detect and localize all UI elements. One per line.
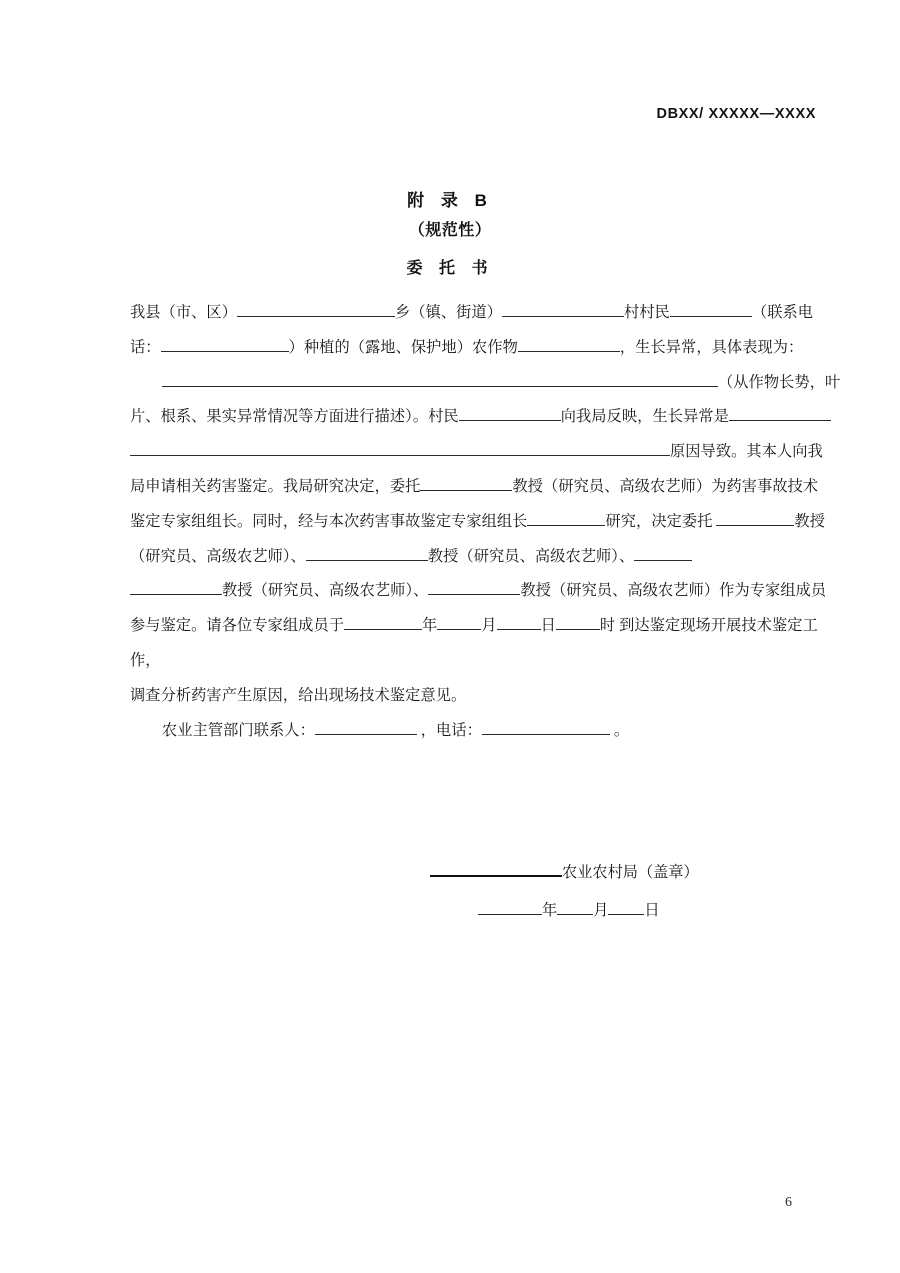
body-line-10-text: 到达鉴定现场开展技术鉴定工 — [615, 617, 818, 635]
body-line-2-fill-blank[interactable] — [161, 336, 289, 351]
signature-date-fill-blank[interactable] — [557, 900, 593, 915]
body-line-7-text: 教授 — [794, 512, 825, 530]
body-line-10-text: 参与鉴定。请各位专家组成员于 — [130, 617, 345, 635]
body-line-13-text: 农业主管部门联系人： — [162, 721, 315, 739]
body-line-1-text: 乡（镇、街道） — [395, 304, 503, 321]
body-line-10-text: 月 — [481, 617, 497, 635]
signature-organization-line — [430, 856, 699, 890]
signature-date-text: 年 — [542, 902, 558, 919]
body-line-4-fill-blank[interactable] — [459, 406, 561, 421]
body-line-5-fill-blank[interactable] — [130, 441, 670, 456]
body-line-1-fill-blank[interactable] — [237, 302, 395, 317]
body-line-7-fill-blank[interactable] — [527, 510, 605, 525]
body-line-11-text: 作， — [130, 651, 161, 669]
body-line-9-fill-blank[interactable] — [428, 580, 520, 595]
body-line-4-text: 片、根系、果实异常情况等方面进行描述）。村民 — [130, 408, 459, 426]
signature-date-text: 月 — [593, 902, 609, 919]
appendix-title-block — [0, 188, 900, 278]
body-line-8-text: 教授（研究员、高级农艺师）、 — [427, 547, 635, 565]
body-line-10-fill-blank[interactable] — [556, 615, 600, 630]
body-line-7-fill-blank[interactable] — [716, 510, 794, 525]
body-line-2 — [130, 331, 818, 366]
body-line-2-text: 话： — [130, 338, 161, 356]
body-line-8-text: （研究员、高级农艺师）、 — [130, 547, 306, 565]
signature-org-fill-blank[interactable] — [430, 861, 562, 877]
body-line-10-fill-blank[interactable] — [497, 615, 541, 630]
body-line-13-text: ，电话： — [416, 721, 482, 739]
body-line-12-text: 调查分析药害产生原因，给出现场技术鉴定意见。 — [130, 686, 467, 704]
appendix-normative-label: （规范性） — [408, 222, 492, 240]
body-line-8-fill-blank[interactable] — [306, 545, 428, 560]
standard-number-header: DBXX/ XXXXX—XXXX — [656, 106, 816, 122]
letter-body — [130, 296, 841, 748]
body-line-2-text: ，生长异常，具体表现为： — [619, 338, 804, 356]
body-line-9-text: 教授（研究员、高级农艺师）作为专家组成员 — [520, 582, 827, 600]
body-line-7-text: 鉴定专家组组长。同时，经与本次药害事故鉴定专家组组长 — [130, 512, 528, 530]
signature-date-fill-blank[interactable] — [608, 900, 644, 915]
body-line-4-text: 向我局反映，生长异常是 — [560, 408, 729, 426]
body-line-6-text: 局申请相关药害鉴定。我局研究决定，委托 — [130, 477, 421, 495]
appendix-title: 附 录 B — [407, 191, 493, 210]
signature-org-text: 农业农村局（盖章） — [562, 864, 699, 881]
body-line-4 — [130, 400, 818, 435]
body-line-2-text: ）种植的（露地、保护地）农作物 — [288, 338, 518, 356]
body-line-4-fill-blank[interactable] — [729, 406, 831, 421]
body-line-1-text: 我县（市、区） — [130, 304, 238, 321]
body-line-8 — [130, 540, 818, 575]
body-line-3 — [130, 366, 841, 401]
body-line-3-text: （从作物长势，叶 — [718, 373, 841, 391]
page-number: 6 — [785, 1195, 792, 1210]
body-line-10-text: 时 — [599, 617, 616, 635]
body-line-9-fill-blank[interactable] — [130, 580, 222, 595]
body-line-13-fill-blank[interactable] — [315, 719, 417, 734]
signature-date-line — [478, 894, 660, 928]
body-line-5-text: 原因导致。其本人向我 — [670, 443, 823, 461]
body-line-12 — [130, 679, 818, 714]
body-line-10-fill-blank[interactable] — [437, 615, 481, 630]
body-line-1-fill-blank[interactable] — [670, 302, 752, 317]
body-line-13-fill-blank[interactable] — [482, 719, 610, 734]
body-line-2-fill-blank[interactable] — [518, 336, 620, 351]
body-line-5 — [130, 435, 823, 470]
body-line-6 — [130, 470, 818, 505]
body-line-1-text: 村村民 — [624, 304, 670, 321]
document-type-title: 委 托 书 — [406, 260, 494, 278]
signature-date-fill-blank[interactable] — [478, 900, 542, 915]
body-line-10-text: 日 — [540, 617, 556, 635]
body-line-11 — [130, 644, 818, 679]
body-line-13 — [130, 714, 818, 749]
body-line-9-text: 教授（研究员、高级农艺师）、 — [222, 582, 429, 600]
body-line-10 — [130, 609, 818, 644]
body-line-7-text: 研究，决定委托 — [605, 512, 717, 530]
body-line-8-fill-blank[interactable] — [634, 545, 692, 560]
signature-date-text: 日 — [644, 902, 660, 919]
body-line-3-fill-blank[interactable] — [162, 371, 718, 386]
body-line-10-text: 年 — [422, 617, 438, 635]
body-line-9 — [130, 574, 827, 609]
body-line-6-fill-blank[interactable] — [420, 476, 512, 491]
body-line-10-fill-blank[interactable] — [344, 615, 422, 630]
body-line-6-text: 教授（研究员、高级农艺师）为药害事故技术 — [512, 477, 819, 495]
body-line-1-fill-blank[interactable] — [502, 302, 624, 317]
body-line-7 — [130, 505, 825, 540]
body-line-1 — [130, 296, 818, 331]
body-line-13-text: 。 — [609, 721, 630, 739]
body-line-1-text: （联系电 — [751, 304, 814, 321]
